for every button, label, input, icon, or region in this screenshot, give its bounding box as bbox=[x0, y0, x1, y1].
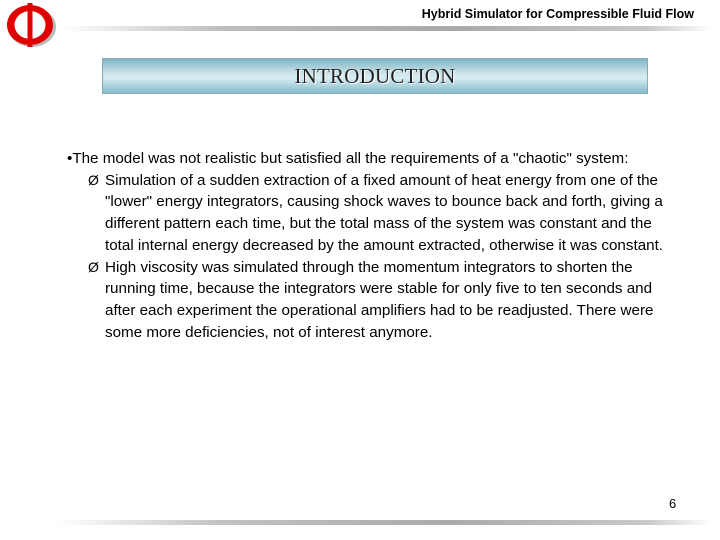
header-divider bbox=[60, 26, 712, 31]
sub-bullet-text: Simulation of a sudden extraction of a fixed amount of heat energy from one of the "lower" energy integrators, causing shock waves to bounce back and forth, giving a different pattern each time, but the total mass of the system was constant and the total internal energy decreased by the amount extracted, otherwise it was constant. bbox=[105, 171, 664, 254]
arrow-bullet-icon: Ø bbox=[88, 171, 99, 188]
page-number: 6 bbox=[669, 496, 677, 511]
sub-bullet-text: High viscosity was simulated through the momentum integrators to shorten the running time, because the integrators were stable for only five to ten seconds and after each experiment the operational amplifiers had to be readjusted. There were some more deficiencies, not of interest anymore. bbox=[105, 258, 654, 341]
sub-bullet-1 bbox=[88, 170, 667, 257]
presentation-title: Hybrid Simulator for Compressible Fluid Flow bbox=[421, 7, 694, 21]
slide-title-bar bbox=[102, 58, 648, 94]
sub-bullet-2 bbox=[88, 257, 667, 344]
footer-divider bbox=[56, 520, 712, 525]
slide-body bbox=[67, 148, 667, 343]
university-logo-icon bbox=[4, 2, 56, 48]
slide-title: INTRODUCTION bbox=[294, 63, 456, 88]
main-bullet: •The model was not realistic but satisfied all the requirements of a "chaotic" system: bbox=[67, 150, 629, 167]
arrow-bullet-icon: Ø bbox=[88, 258, 99, 275]
